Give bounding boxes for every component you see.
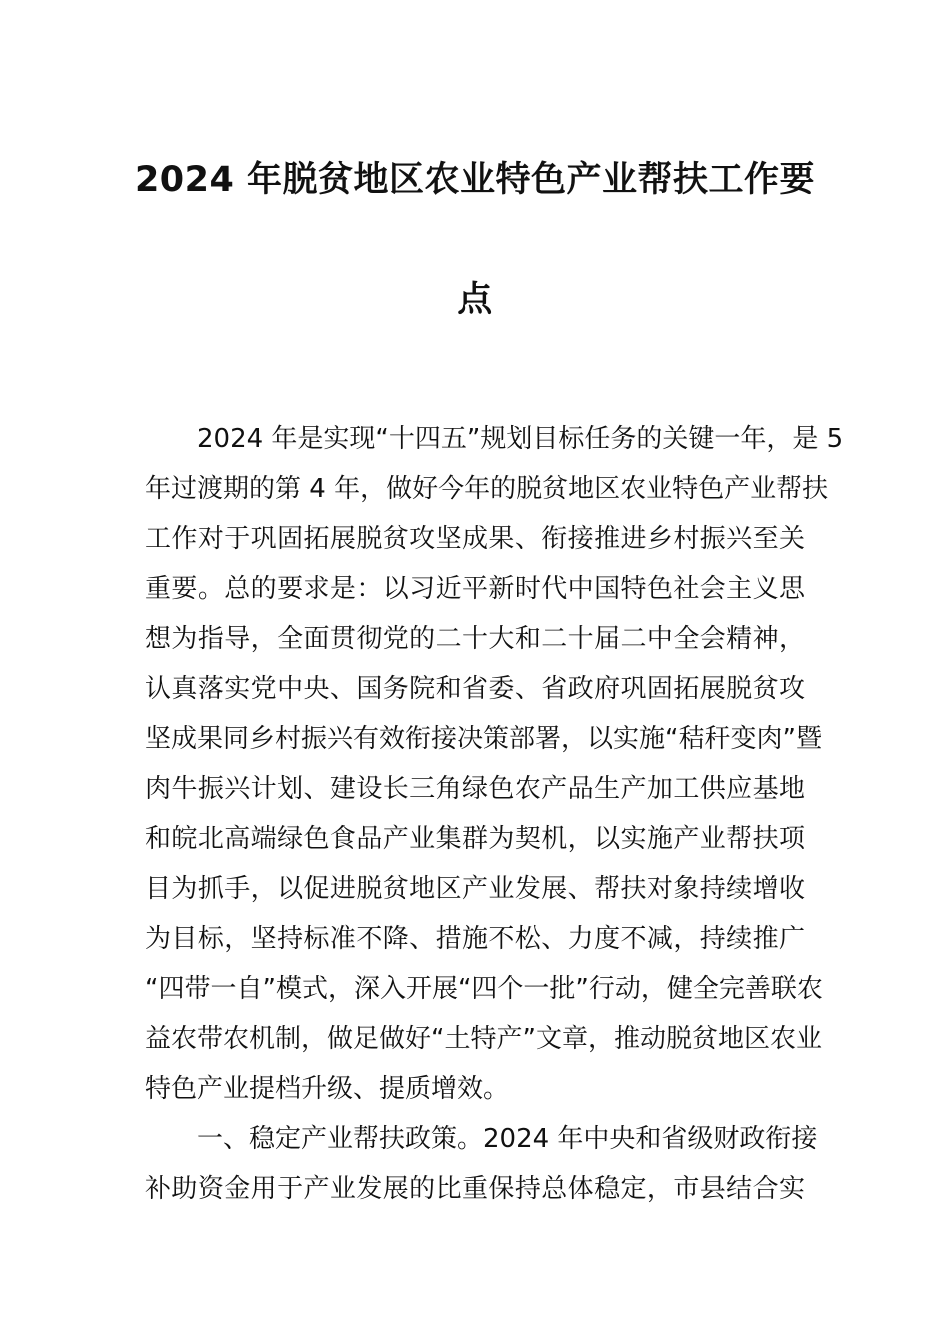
paragraph-line: “四带一自”模式，深入开展“四个一批”行动，健全完善联农	[145, 974, 823, 1004]
paragraph-line: 和皖北高端绿色食品产业集群为契机，以实施产业帮扶项	[145, 824, 805, 854]
paragraph-line: 补助资金用于产业发展的比重保持总体稳定，市县结合实	[145, 1174, 805, 1204]
document-title-line-2: 点	[457, 280, 493, 320]
paragraph-section-1	[145, 1114, 818, 1214]
paragraph-intro	[145, 414, 844, 1114]
paragraph-line: 坚成果同乡村振兴有效衔接决策部署，以实施“秸秆变肉”暨	[145, 724, 822, 754]
paragraph-line: 益农带农机制，做足做好“土特产”文章，推动脱贫地区农业	[145, 1024, 822, 1054]
paragraph-line: 工作对于巩固拓展脱贫攻坚成果、衔接推进乡村振兴至关	[145, 524, 805, 554]
paragraph-line: 2024 年是实现“十四五”规划目标任务的关键一年，是 5	[197, 424, 844, 454]
paragraph-line: 重要。总的要求是：以习近平新时代中国特色社会主义思	[145, 574, 805, 604]
paragraph-line: 年过渡期的第 4 年，做好今年的脱贫地区农业特色产业帮扶	[145, 474, 829, 504]
paragraph-line: 特色产业提档升级、提质增效。	[145, 1074, 510, 1104]
paragraph-line: 肉牛振兴计划、建设长三角绿色农产品生产加工供应基地	[145, 774, 805, 804]
paragraph-line: 为目标，坚持标准不降、措施不松、力度不减，持续推广	[145, 924, 805, 954]
paragraph-line: 想为指导，全面贯彻党的二十大和二十届二中全会精神，	[145, 624, 805, 654]
paragraph-line: 认真落实党中央、国务院和省委、省政府巩固拓展脱贫攻	[145, 674, 805, 704]
paragraph-line: 目为抓手，以促进脱贫地区产业发展、帮扶对象持续增收	[145, 874, 805, 904]
paragraph-line: 一、稳定产业帮扶政策。2024 年中央和省级财政衔接	[197, 1124, 818, 1154]
document-title-line-1: 2024 年脱贫地区农业特色产业帮扶工作要	[134, 160, 816, 200]
